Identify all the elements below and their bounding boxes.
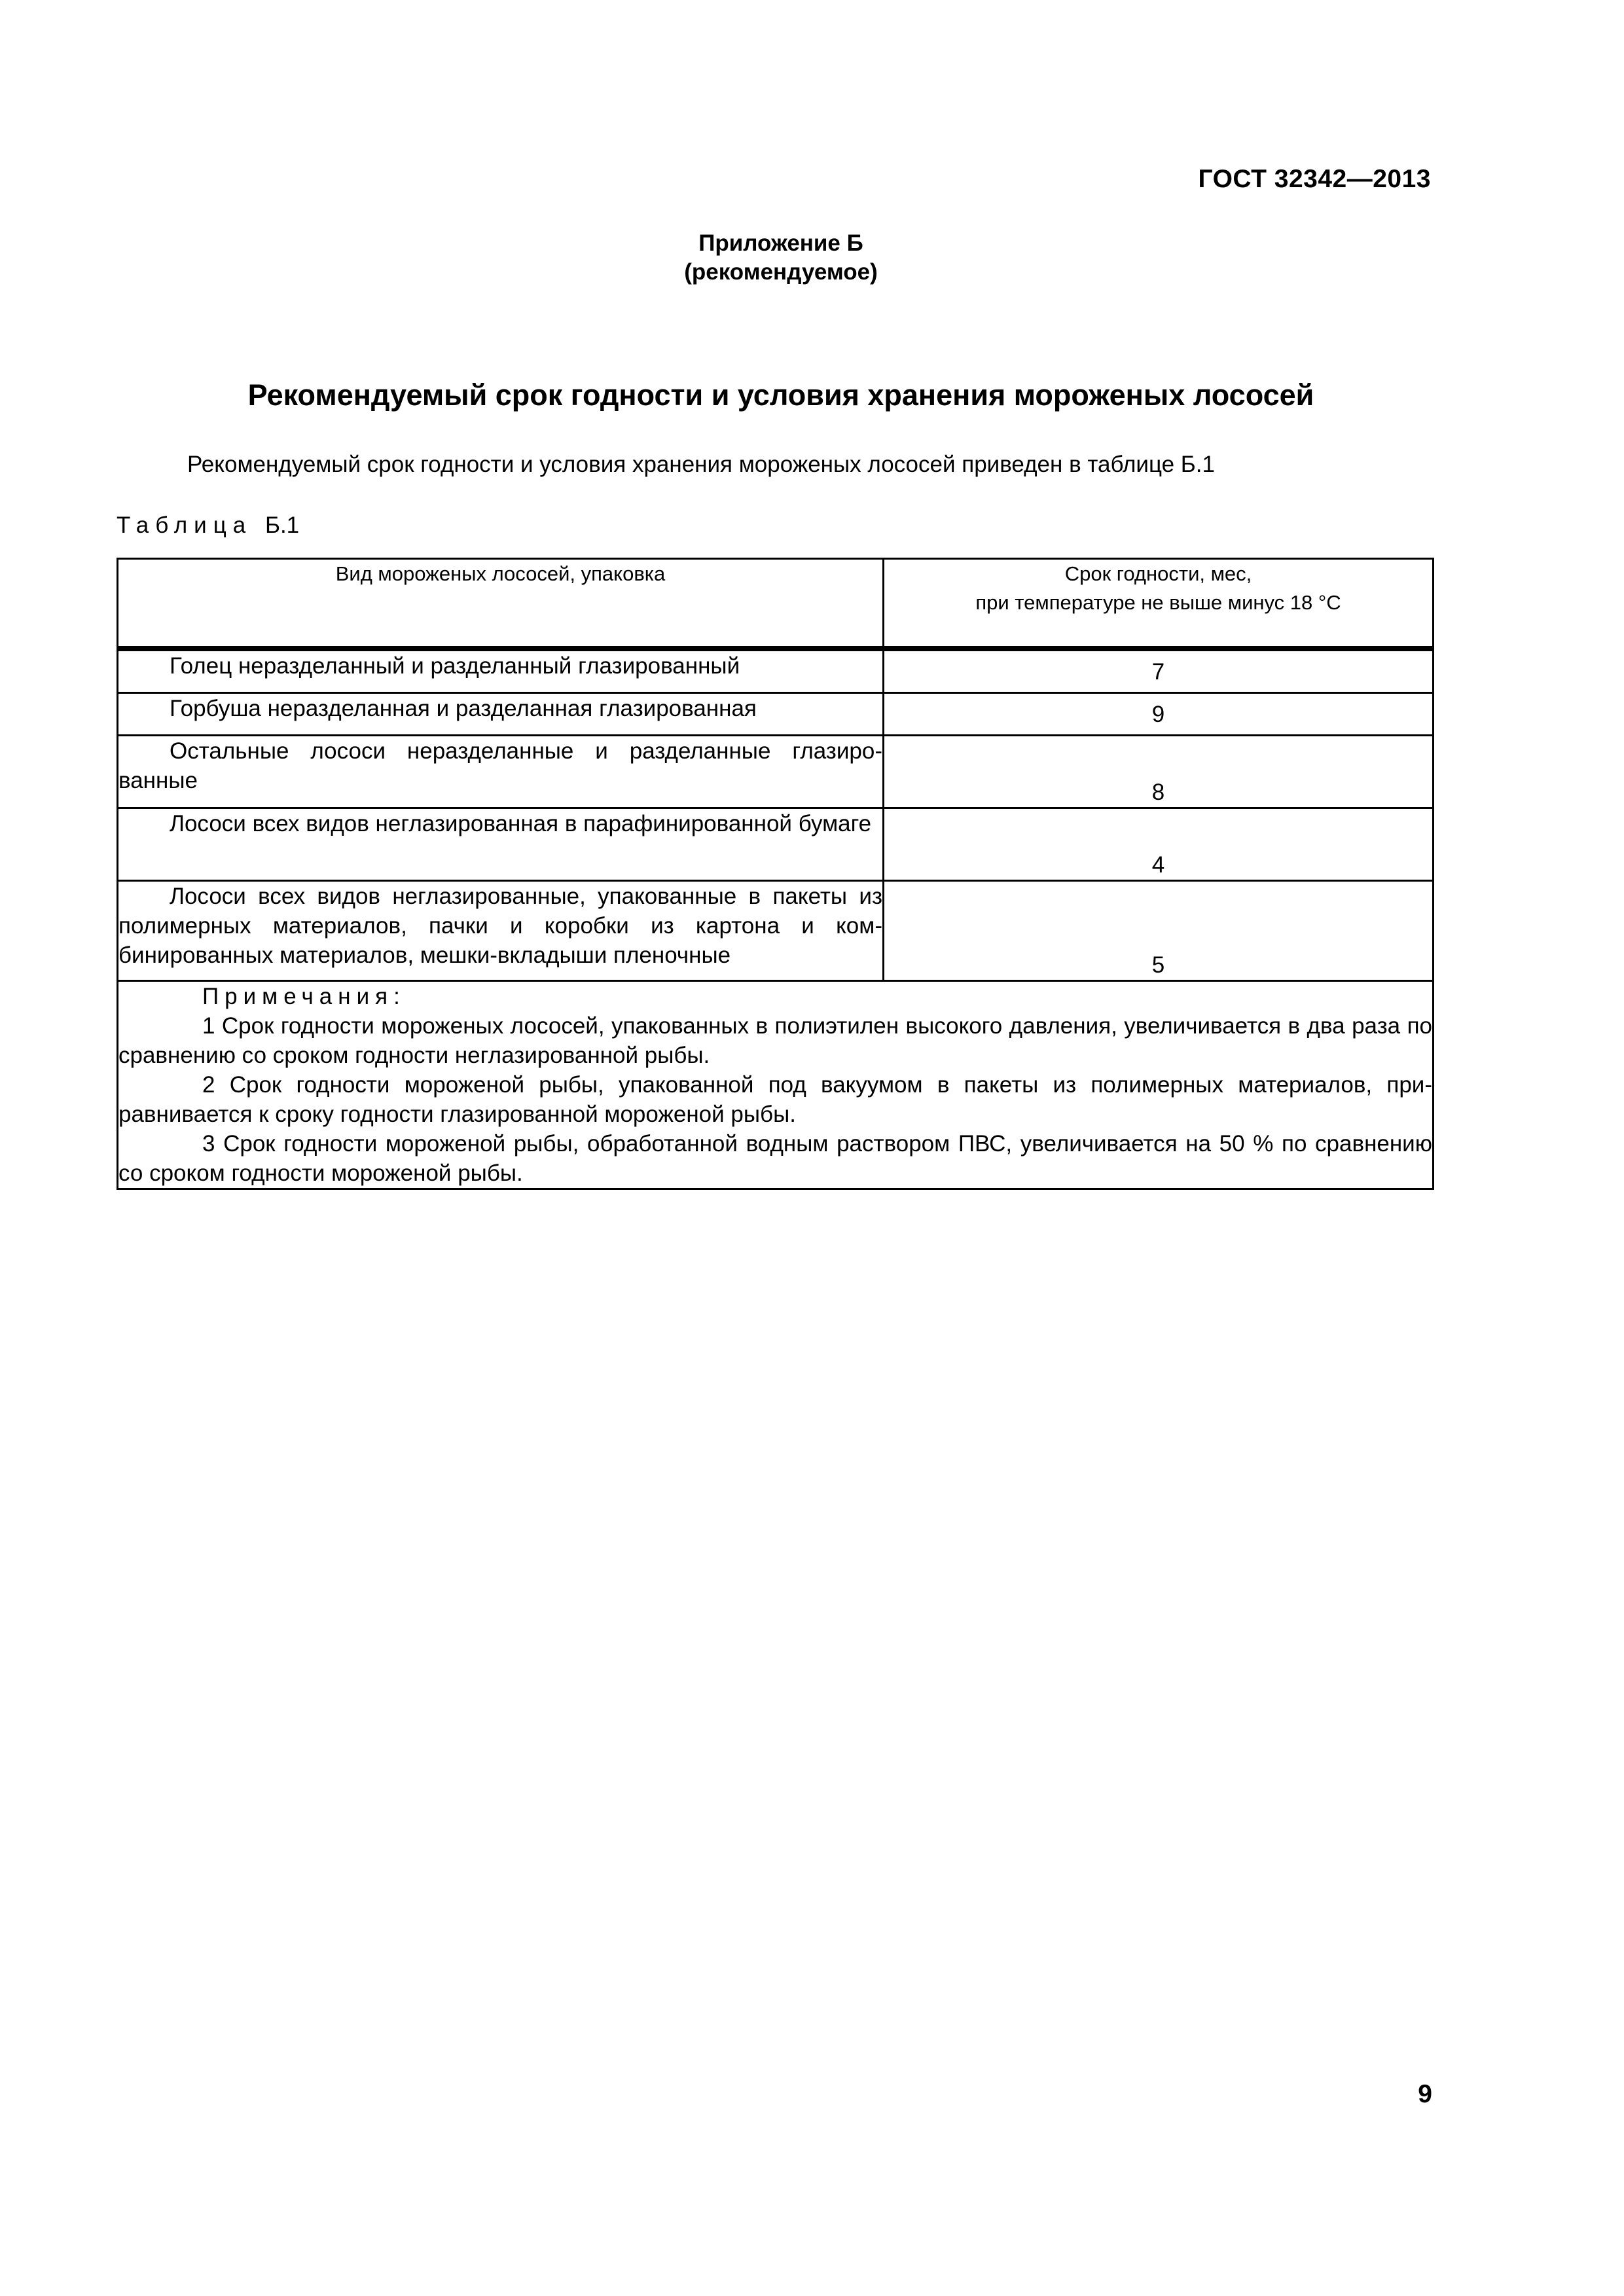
row-name-cell xyxy=(118,881,884,981)
header-cell-shelf-life xyxy=(884,559,1434,649)
shelf-life-table xyxy=(117,558,1434,1190)
row-value: 9 xyxy=(884,693,1434,736)
document-title: Рекомендуемый срок годности и условия хранения мороженых лососей xyxy=(247,378,1314,412)
table-header-row xyxy=(118,559,1434,649)
table-row xyxy=(118,736,1434,808)
row-name: Голец неразделанный и разделанный глазированный xyxy=(170,653,740,679)
standard-code: ГОСТ 32342—2013 xyxy=(1198,165,1431,193)
table-caption xyxy=(117,512,299,539)
row-name-cell xyxy=(118,649,884,693)
page-number: 9 xyxy=(1418,2080,1432,2108)
row-value: 8 xyxy=(884,736,1434,808)
row-value: 7 xyxy=(884,649,1434,693)
notes-heading: Примечания: xyxy=(202,984,406,1009)
row-name: Горбуша неразделанная и разделанная глазированная xyxy=(170,696,757,721)
row-name-cell xyxy=(118,808,884,881)
row-value: 4 xyxy=(884,808,1434,881)
table-row xyxy=(118,808,1434,881)
row-value: 5 xyxy=(884,881,1434,981)
row-name: Остальные лососи неразделанные и разделанные глазиро-ванные xyxy=(118,738,882,793)
header-shelf-life-line1: Срок годности, мес, xyxy=(1064,562,1252,585)
table-row xyxy=(118,693,1434,736)
header-shelf-life-line2: при температуре не выше минус 18 °С xyxy=(975,591,1341,614)
row-name: Лососи всех видов неглазированная в парафинированной бумаге xyxy=(170,811,872,836)
note-item: 1 Срок годности мороженых лососей, упакованных в полиэтилен высокого давления, увеличивается в два раза по сравнению со сроком годности неглазированной рыбы. xyxy=(118,1013,1432,1068)
row-name-cell xyxy=(118,693,884,736)
intro-paragraph: Рекомендуемый срок годности и условия хранения мороженых лососей приведен в таблице Б.1 xyxy=(187,452,1215,477)
table-caption-number: Б.1 xyxy=(264,512,300,538)
table-caption-word: Таблица xyxy=(117,512,253,538)
row-name: Лососи всех видов неглазированные, упакованные в пакеты из полимерных материалов, пачки и коробки из картона и ком-бинированных материалов, мешки-вкладыши пленочные xyxy=(118,884,882,968)
annex-status: (рекомендуемое) xyxy=(684,259,878,285)
row-name-cell xyxy=(118,736,884,808)
note-item: 2 Срок годности мороженой рыбы, упакованной под вакуумом в пакеты из полимерных материалов, при-равнивается к сроку годности глазированной мороженой рыбы. xyxy=(118,1072,1432,1127)
notes-cell xyxy=(118,981,1434,1189)
note-item: 3 Срок годности мороженой рыбы, обработанной водным раствором ПВС, увеличивается на 50 % по сравнению со сроком годности мороженой рыбы. xyxy=(118,1131,1432,1186)
table-row xyxy=(118,881,1434,981)
annex-title: Приложение Б xyxy=(698,230,863,256)
table-row xyxy=(118,649,1434,693)
annex-heading xyxy=(0,229,1562,287)
notes-row xyxy=(118,981,1434,1189)
header-cell-type: Вид мороженых лососей, упаковка xyxy=(118,559,884,649)
